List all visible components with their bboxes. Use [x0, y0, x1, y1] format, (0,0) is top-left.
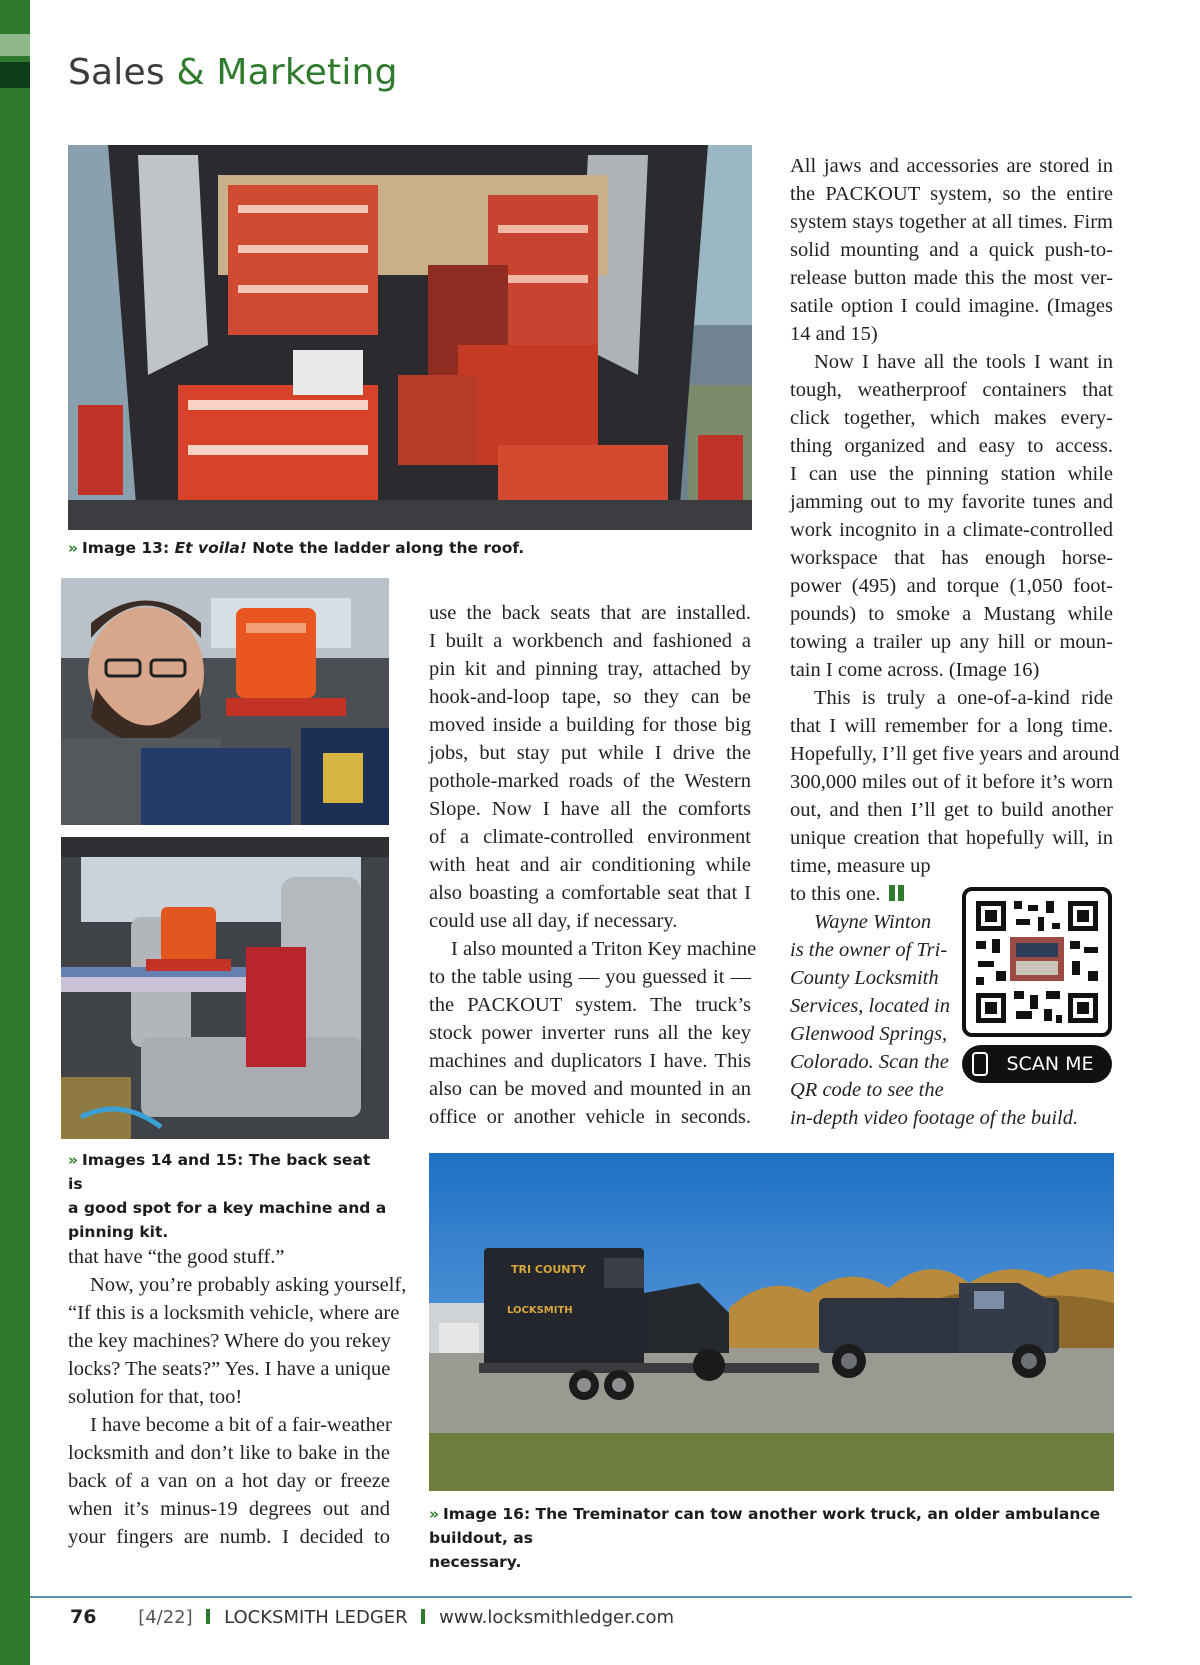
trailer-text-mid: LOCKSMITH [507, 1305, 573, 1316]
text-line: when it’s minus-19 degrees out and [68, 1498, 390, 1520]
footer-rule [30, 1596, 1132, 1598]
caption-line [429, 1502, 1119, 1550]
magazine-url[interactable]: www.locksmithledger.com [439, 1607, 675, 1628]
caption-chevron-icon: » [68, 539, 79, 557]
text-line: use the back seats that are installed. [429, 602, 751, 624]
caption-image-16 [429, 1502, 1119, 1574]
text-line: locksmith and don’t like to bake in the [68, 1442, 390, 1464]
text-line: I built a workbench and fashioned a [429, 630, 751, 652]
text-line: back of a van on a hot day or freeze [68, 1470, 390, 1492]
text-line: the key machines? Where do you rekey [68, 1330, 391, 1352]
section-title-accent: & Marketing [176, 52, 398, 93]
caption-line-text: Images 14 and 15: The back seat is [68, 1151, 371, 1193]
text-line: pin kit and pinning tray, attached by [429, 658, 751, 680]
text-line: satile option I could imagine. (Images [790, 295, 1113, 317]
caption-label: Image 13: [82, 539, 170, 557]
qr-code[interactable] [962, 887, 1112, 1037]
text-line: click together, which makes every- [790, 407, 1113, 429]
caption-line: necessary. [429, 1553, 522, 1571]
strip-segment-light [0, 34, 30, 56]
text-line: 14 and 15) [790, 323, 878, 345]
text-line: solid mounting and a quick push-to- [790, 239, 1113, 261]
bio-line: is the owner of Tri- [790, 939, 948, 961]
text-line: the PACKOUT system. The truck’s [429, 994, 751, 1016]
text-line: Slope. Now I have all the comforts [429, 798, 751, 820]
bio-line: Services, located in [790, 995, 950, 1017]
issue-date: [4/22] [138, 1607, 193, 1628]
caption-text: Note the ladder along the roof. [252, 539, 525, 557]
text-line: time, measure up [790, 855, 931, 877]
qr-code-icon [966, 891, 1108, 1033]
text-line: jamming out to my favorite tunes and [790, 491, 1113, 513]
text-line: jobs, but stay put while I drive the [429, 742, 751, 764]
text-line: Hopefully, I’ll get five years and around [790, 743, 1120, 765]
caption-images-14-15 [68, 1148, 388, 1244]
footer-divider-icon [206, 1609, 210, 1624]
text-line: with heat and air conditioning while [429, 854, 751, 876]
caption-line-text: Image 16: The Treminator can tow another work truck, an older ambulance buildout, as [429, 1505, 1101, 1547]
text-line: the PACKOUT system, so the entire [790, 183, 1113, 205]
caption-chevron-icon: » [68, 1151, 79, 1169]
text-line: towing a trailer up any hill or moun- [790, 631, 1113, 653]
strip-segment-dark [0, 62, 30, 88]
text-line: could use all day, if necessary. [429, 910, 678, 932]
text-line: that I will remember for a long time. [790, 715, 1113, 737]
text-line: that have “the good stuff.” [68, 1246, 285, 1268]
text-line: 300,000 miles out of it before it’s worn [790, 771, 1113, 793]
strip-segment-top [0, 0, 30, 26]
text-line: work incognito in a climate-controlled [790, 519, 1113, 541]
bio-line: in-depth video footage of the build. [790, 1107, 1079, 1129]
text-line: machines and duplicators I have. This [429, 1050, 751, 1072]
text-line: power (495) and torque (1,050 foot- [790, 575, 1113, 597]
text-line: hook-and-loop tape, so they can be [429, 686, 751, 708]
text-line: tain I come across. (Image 16) [790, 659, 1040, 681]
footer-divider-icon [421, 1609, 425, 1624]
text-line: “If this is a locksmith vehicle, where are [68, 1302, 400, 1324]
text-line: also can be moved and mounted in an [429, 1078, 751, 1100]
bio-line: Wayne Winton [814, 911, 932, 933]
text-line: workspace that has enough horse- [790, 547, 1113, 569]
end-mark-icon [889, 881, 907, 909]
text-line: solution for that, too! [68, 1386, 243, 1408]
text-line: release button made this the most ver- [790, 267, 1113, 289]
image-16-truck-and-trailer-photo [429, 1153, 1114, 1491]
bio-line: Colorado. Scan the [790, 1051, 949, 1073]
image-14-selfie-photo [61, 578, 389, 825]
text-line: thing organized and easy to access. [790, 435, 1113, 457]
text-line: of a climate-controlled environment [429, 826, 751, 848]
closing-text: to this one. [790, 883, 881, 905]
caption-line: pinning kit. [68, 1223, 169, 1241]
text-line: office or another vehicle in seconds. [429, 1106, 751, 1128]
caption-chevron-icon: » [429, 1505, 440, 1523]
text-line: out, and then I’ll get to build another [790, 799, 1113, 821]
image-13-truck-bed-photo [68, 145, 752, 530]
text-line: locks? The seats?” Yes. I have a unique [68, 1358, 391, 1380]
caption-italic: Et voila! [174, 539, 247, 557]
text-line: I have become a bit of a fair-weather [90, 1414, 392, 1436]
bio-line: Glenwood Springs, [790, 1023, 948, 1045]
text-line: moved inside a building for those big [429, 714, 751, 736]
text-line: Now I have all the tools I want in [814, 351, 1113, 373]
body-column-right [790, 152, 1120, 909]
image-15-back-seat-photo [61, 837, 389, 1139]
text-line: pounds) to smoke a Mustang while [790, 603, 1113, 625]
caption-line [68, 1148, 388, 1196]
strip-segment-main [0, 94, 30, 1665]
caption-line: a good spot for a key machine and a [68, 1199, 387, 1217]
caption-image-13 [68, 536, 752, 560]
text-line: stock power inverter runs all the key [429, 1022, 751, 1044]
text-line: pothole-marked roads of the Western [429, 770, 751, 792]
trailer-text-top: TRI COUNTY [511, 1263, 586, 1276]
text-line: unique creation that hopefully will, in [790, 827, 1113, 849]
text-line: system stays together at all times. Firm [790, 211, 1113, 233]
text-line: I can use the pinning station while [790, 463, 1113, 485]
footer [70, 1604, 674, 1631]
section-title [68, 52, 398, 93]
text-line: also boasting a comfortable seat that I [429, 882, 751, 904]
text-line: tough, weatherproof containers that [790, 379, 1113, 401]
phone-icon [972, 1052, 988, 1076]
bio-line: QR code to see the [790, 1079, 944, 1101]
text-line: This is truly a one-of-a-kind ride [814, 687, 1113, 709]
page-number: 76 [70, 1606, 97, 1628]
text-line: Now, you’re probably asking yourself, [90, 1274, 407, 1296]
text-line: to the table using — you guessed it — [429, 966, 751, 988]
bio-line: County Locksmith [790, 967, 939, 989]
magazine-name: LOCKSMITH LEDGER [224, 1607, 408, 1628]
scan-me-label: SCAN ME [1006, 1053, 1094, 1075]
text-line: I also mounted a Triton Key machine [451, 938, 757, 960]
text-line: All jaws and accessories are stored in [790, 155, 1113, 177]
body-column-middle [429, 599, 757, 1131]
body-column-left [68, 1243, 407, 1551]
section-title-main: Sales [68, 52, 165, 93]
text-line: your fingers are numb. I decided to [68, 1526, 390, 1548]
